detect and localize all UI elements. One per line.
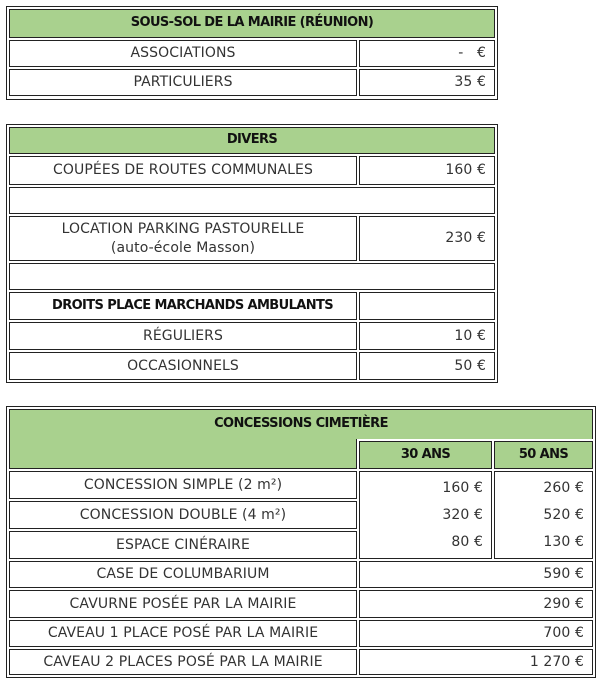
cimetiere-row-cineraire-price-30: 80 € <box>451 534 483 551</box>
salle-row-associations-label: ASSOCIATIONS <box>9 40 357 67</box>
cimetiere-col-50: 50 ANS <box>494 441 593 469</box>
divers-parking-label <box>9 216 357 261</box>
divers-reguliers-price: 10 € <box>359 322 495 350</box>
divers-reguliers-label: RÉGULIERS <box>9 322 357 350</box>
divers-parking-price: 230 € <box>359 216 495 261</box>
divers-parking-label-line1: LOCATION PARKING PASTOURELLE <box>61 221 305 238</box>
cimetiere-row-double-price-30: 320 € <box>442 506 483 523</box>
salle-row-associations-price: - € <box>359 40 495 67</box>
salle-row-particuliers-label: PARTICULIERS <box>9 69 357 96</box>
divers-occasionnels-price: 50 € <box>359 352 495 380</box>
cimetiere-row-cineraire-price-50: 130 € <box>543 534 584 551</box>
cimetiere-row-caveau1-price: 700 € <box>359 620 593 647</box>
cimetiere-row-simple-label: CONCESSION SIMPLE (2 m²) <box>9 471 357 499</box>
cimetiere-row-cineraire-label: ESPACE CINÉRAIRE <box>9 531 357 559</box>
divers-parking-label-line2: (auto-école Masson) <box>110 239 256 256</box>
cimetiere-table <box>6 406 596 678</box>
cimetiere-row-columbarium-price: 590 € <box>359 561 593 588</box>
divers-spacer-row <box>9 187 495 214</box>
divers-table <box>6 124 498 383</box>
divers-title: DIVERS <box>9 127 495 154</box>
cimetiere-row-columbarium-label: CASE DE COLUMBARIUM <box>9 561 357 588</box>
divers-occasionnels-label: OCCASIONNELS <box>9 352 357 380</box>
cimetiere-row-simple-price-30: 160 € <box>442 479 483 496</box>
salle-table <box>6 6 498 100</box>
cimetiere-row-double-label: CONCESSION DOUBLE (4 m²) <box>9 501 357 529</box>
cimetiere-row-caveau2-label: CAVEAU 2 PLACES POSÉ PAR LA MAIRIE <box>9 649 357 675</box>
cimetiere-col-30: 30 ANS <box>359 441 492 469</box>
cimetiere-col-50-values <box>494 471 593 559</box>
cimetiere-row-simple-price-50: 260 € <box>543 479 584 496</box>
cimetiere-row-cavurne-label: CAVURNE POSÉE PAR LA MAIRIE <box>9 590 357 618</box>
salle-title: SOUS-SOL DE LA MAIRIE (RÉUNION) <box>9 9 495 38</box>
cimetiere-row-caveau1-label: CAVEAU 1 PLACE POSÉ PAR LA MAIRIE <box>9 620 357 647</box>
divers-routes-label: COUPÉES DE ROUTES COMMUNALES <box>9 156 357 185</box>
divers-routes-price: 160 € <box>359 156 495 185</box>
cimetiere-header-spacer <box>9 439 357 469</box>
cimetiere-row-caveau2-price: 1 270 € <box>359 649 593 675</box>
cimetiere-row-double-price-50: 520 € <box>543 506 584 523</box>
divers-spacer-row-2 <box>9 263 495 290</box>
divers-marchands-empty <box>359 292 495 320</box>
cimetiere-row-cavurne-price: 290 € <box>359 590 593 618</box>
divers-marchands-title: DROITS PLACE MARCHANDS AMBULANTS <box>9 292 357 320</box>
cimetiere-col-30-values <box>359 471 492 559</box>
salle-row-particuliers-price: 35 € <box>359 69 495 96</box>
cimetiere-title: CONCESSIONS CIMETIÈRE <box>9 409 593 439</box>
